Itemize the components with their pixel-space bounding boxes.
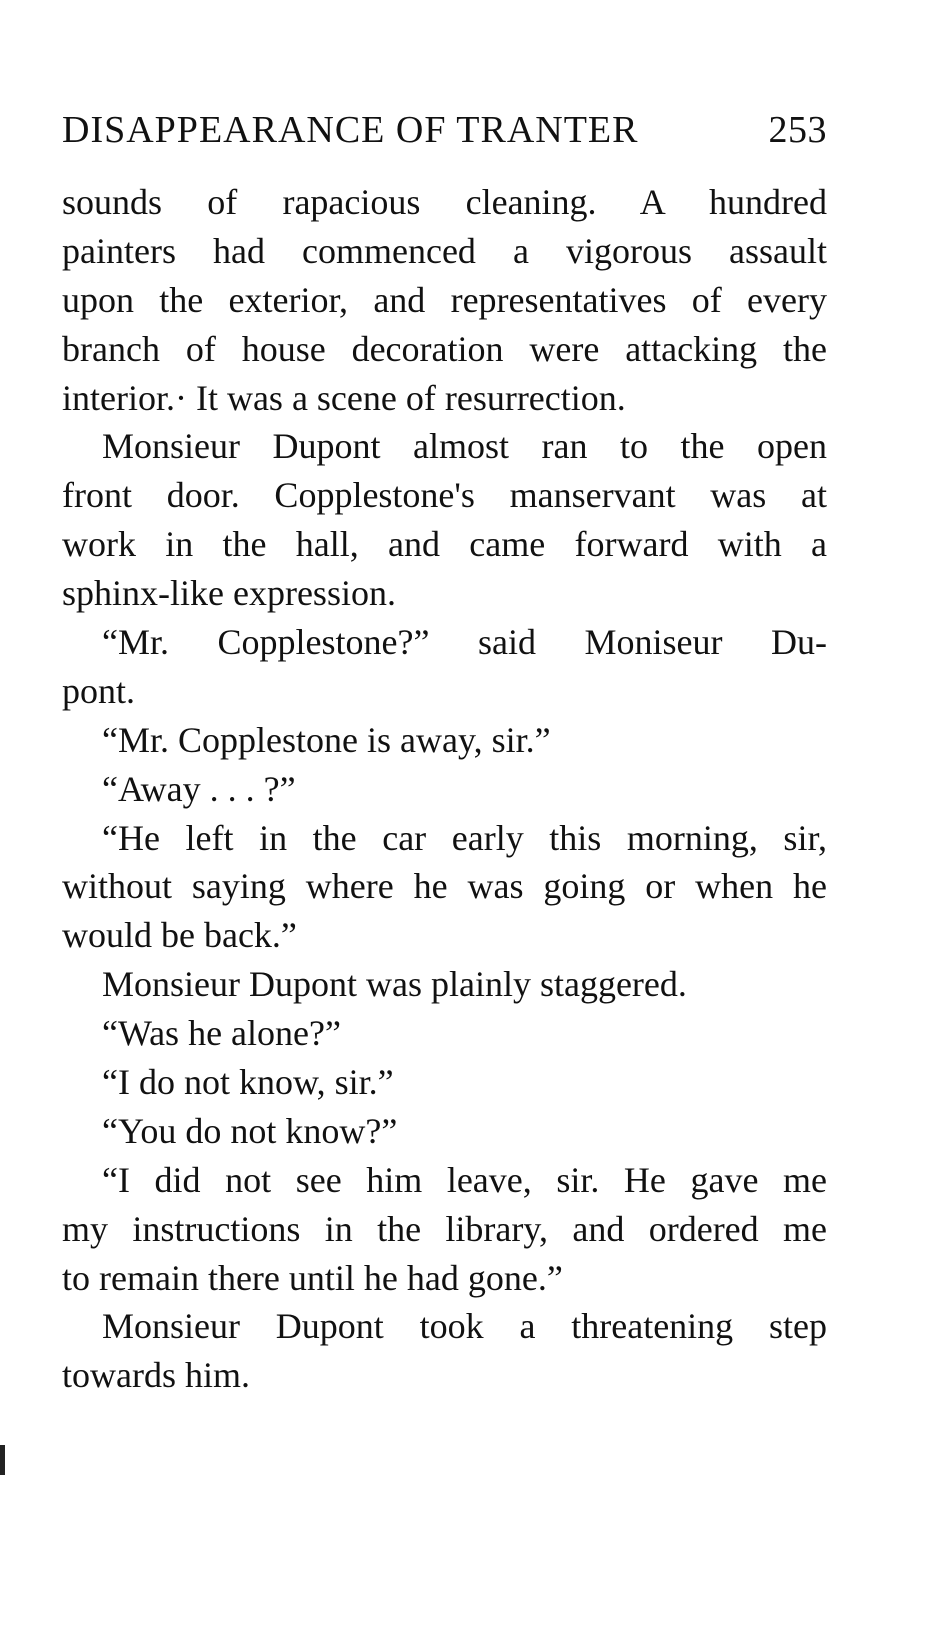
text-line: Monsieur Dupont was plainly staggered.	[102, 964, 687, 1005]
page-number: 253	[768, 109, 827, 151]
text-line: “Mr. Copplestone?” said Moniseur Du-	[102, 622, 827, 663]
text-line: “I did not see him leave, sir. He gave me	[102, 1159, 827, 1200]
text-line: upon the exterior, and representatives of every	[62, 279, 827, 320]
text-line: work in the hall, and came forward with a	[62, 524, 827, 565]
text-line: my instructions in the library, and ordered me	[62, 1208, 827, 1249]
running-head	[62, 108, 827, 158]
text-line: “Away . . . ?”	[102, 768, 296, 809]
text-line: painters had commenced a vigorous assault	[62, 230, 827, 271]
text-line: sphinx-like expression.	[62, 573, 396, 614]
text-line: “I do not know, sir.”	[102, 1062, 394, 1103]
text-line: without saying where he was going or when he	[62, 866, 827, 907]
scan-speck	[0, 1445, 5, 1475]
text-line: pont.	[62, 670, 136, 711]
text-line: Monsieur Dupont almost ran to the open	[102, 426, 827, 467]
text-line: “Was he alone?”	[102, 1013, 341, 1054]
body-text	[62, 178, 827, 1400]
text-line: towards him.	[62, 1355, 250, 1396]
text-line: would be back.”	[62, 915, 297, 956]
text-line: sounds of rapacious cleaning. A hundred	[62, 182, 827, 222]
text-line: interior.· It was a scene of resurrection.	[62, 377, 626, 418]
text-line: Monsieur Dupont took a threatening step	[102, 1306, 827, 1347]
text-line: “You do not know?”	[102, 1110, 398, 1151]
text-line: front door. Copplestone's manservant was at	[62, 475, 827, 516]
text-line: “He left in the car early this morning, sir,	[102, 817, 827, 858]
text-line: branch of house decoration were attacking the	[62, 328, 827, 369]
chapter-title: DISAPPEARANCE OF TRANTER	[62, 109, 639, 151]
text-line: “Mr. Copplestone is away, sir.”	[102, 719, 551, 760]
text-line: to remain there until he had gone.”	[62, 1257, 563, 1298]
